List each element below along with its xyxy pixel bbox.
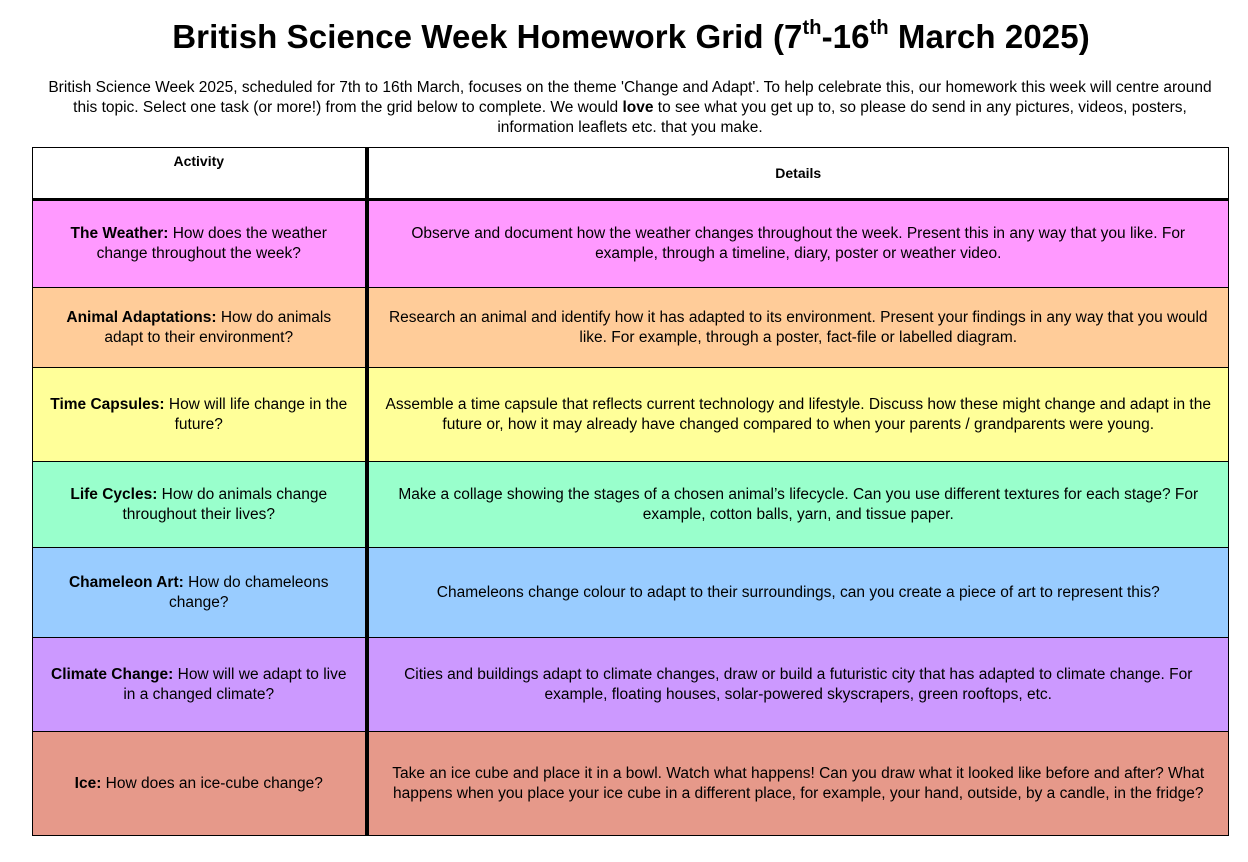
header-details: Details — [367, 148, 1229, 200]
activity-question: How will life change in the future? — [164, 395, 348, 433]
table-row — [33, 462, 1229, 548]
activity-cell — [33, 548, 367, 638]
details-cell: Assemble a time capsule that reflects current technology and lifestyle. Discuss how these might change and adapt in the future or, how it may already have changed compared to when your parents / grandparents were young. — [367, 368, 1229, 462]
details-cell: Chameleons change colour to adapt to their surroundings, can you create a piece of art to represent this? — [367, 548, 1229, 638]
activity-question: How does an ice-cube change? — [101, 774, 323, 792]
page-title — [0, 18, 1248, 56]
homework-grid-table — [32, 147, 1229, 836]
title-superscript-start: th — [802, 17, 822, 39]
intro-paragraph — [40, 78, 1220, 138]
activity-cell — [33, 200, 367, 288]
activity-cell — [33, 638, 367, 732]
activity-name: Life Cycles: — [70, 485, 158, 503]
activity-name: Time Capsules: — [50, 395, 165, 413]
table-row — [33, 288, 1229, 368]
activity-cell — [33, 368, 367, 462]
activity-question: How do animals adapt to their environment? — [104, 308, 332, 346]
activity-name: Chameleon Art: — [68, 573, 184, 591]
table-row — [33, 200, 1229, 288]
details-cell: Cities and buildings adapt to climate changes, draw or build a futuristic city that has adapted to climate change. For example, floating houses, solar-powered skyscrapers, green rooftops, etc. — [367, 638, 1229, 732]
details-cell: Observe and document how the weather changes throughout the week. Present this in any way that you like. For example, through a timeline, diary, poster or weather video. — [367, 200, 1229, 288]
activity-name: Ice: — [74, 774, 102, 792]
activity-cell — [33, 288, 367, 368]
title-text-end: March 2025) — [888, 18, 1090, 55]
details-cell: Make a collage showing the stages of a chosen animal’s lifecycle. Can you use different textures for each stage? For example, cotton balls, yarn, and tissue paper. — [367, 462, 1229, 548]
activity-name: Climate Change: — [51, 665, 174, 683]
activity-name: Animal Adaptations: — [66, 308, 217, 326]
activity-cell — [33, 732, 367, 836]
table-row — [33, 732, 1229, 836]
title-superscript-end: th — [869, 17, 889, 39]
table-row — [33, 638, 1229, 732]
details-cell: Research an animal and identify how it has adapted to its environment. Present your findings in any way that you would like. For example, through a poster, fact-file or labelled diagram. — [367, 288, 1229, 368]
activity-question: How do chameleons change? — [169, 573, 329, 611]
title-text-main: British Science Week Homework Grid (7 — [172, 18, 803, 55]
intro-text-end: to see what you get up to, so please do send in any pictures, videos, posters, information leaflets etc. that you make. — [497, 99, 1187, 136]
activity-name: The Weather: — [70, 225, 169, 242]
activity-question: How do animals change throughout their lives? — [122, 485, 328, 523]
table-row — [33, 368, 1229, 462]
activity-question: How will we adapt to live in a changed climate? — [123, 665, 347, 703]
title-text-mid: -16 — [821, 18, 870, 55]
table-body — [33, 200, 1229, 836]
table-header-row — [33, 148, 1229, 200]
activity-question: How does the weather change throughout the week? — [96, 225, 327, 262]
header-activity: Activity — [33, 148, 367, 200]
intro-emphasis: love — [622, 99, 654, 116]
table-row — [33, 548, 1229, 638]
intro-text: British Science Week 2025, scheduled for 7th to 16th March, focuses on the theme 'Change and Adapt'. To help celebrate this, our homework this week will centre around this topic. Select one task (or more!) from the grid below to complete. We would — [48, 79, 1212, 116]
details-cell: Take an ice cube and place it in a bowl. Watch what happens! Can you draw what it looked like before and after? What happens when you place your ice cube in a different place, for example, your hand, outside, by a candle, in the fridge? — [367, 732, 1229, 836]
activity-cell — [33, 462, 367, 548]
